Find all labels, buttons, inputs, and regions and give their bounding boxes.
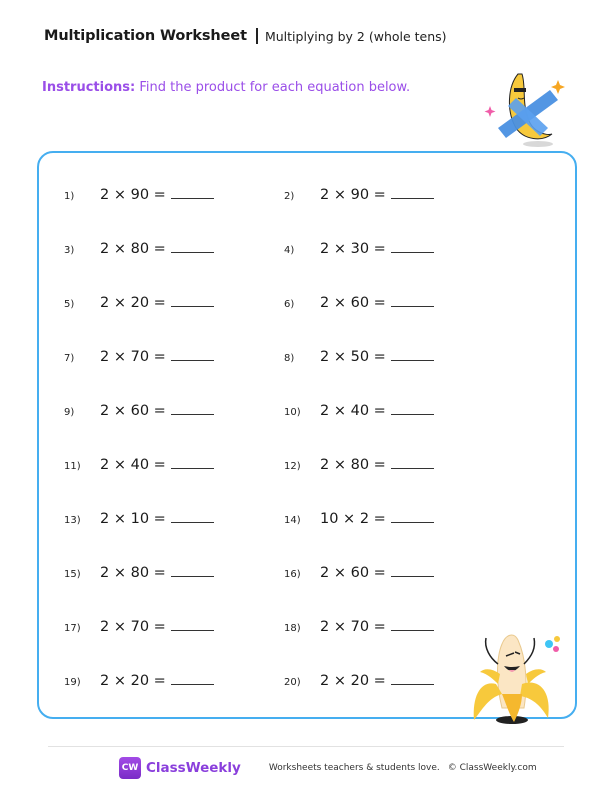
problem-number: 4) <box>284 245 295 256</box>
problem-item <box>64 673 214 689</box>
problem-equation: 2 × 20 = <box>320 673 386 689</box>
classweekly-logo-icon: CW <box>119 757 141 779</box>
answer-blank[interactable] <box>171 521 214 523</box>
peeled-banana-laughing-icon <box>462 624 566 726</box>
title-divider <box>256 28 258 44</box>
problem-equation: 2 × 90 = <box>320 187 386 203</box>
answer-blank[interactable] <box>171 413 214 415</box>
problem-equation: 2 × 70 = <box>320 619 386 635</box>
answer-blank[interactable] <box>391 251 434 253</box>
footer-copyright: © ClassWeekly.com <box>447 763 537 773</box>
problem-equation: 2 × 60 = <box>100 403 166 419</box>
problem-item <box>284 457 434 473</box>
problem-equation: 2 × 40 = <box>320 403 386 419</box>
instructions-text: Find the product for each equation below. <box>135 80 411 95</box>
problem-item <box>64 457 214 473</box>
problem-number: 11) <box>64 461 81 472</box>
answer-blank[interactable] <box>391 575 434 577</box>
banana-taped-icon <box>478 66 578 156</box>
problem-number: 17) <box>64 623 81 634</box>
instructions <box>42 80 410 95</box>
problem-equation: 2 × 60 = <box>320 295 386 311</box>
problem-number: 1) <box>64 191 75 202</box>
problem-item <box>284 241 434 257</box>
answer-blank[interactable] <box>171 359 214 361</box>
answer-blank[interactable] <box>391 359 434 361</box>
instructions-label: Instructions: <box>42 80 136 95</box>
answer-blank[interactable] <box>391 467 434 469</box>
problem-equation: 2 × 20 = <box>100 295 166 311</box>
footer-tagline: Worksheets teachers & students love. <box>268 763 440 773</box>
problem-equation: 2 × 70 = <box>100 619 166 635</box>
footer <box>119 757 537 779</box>
problem-item <box>284 619 434 635</box>
problem-number: 19) <box>64 677 81 688</box>
answer-blank[interactable] <box>391 683 434 685</box>
answer-blank[interactable] <box>171 575 214 577</box>
problem-equation: 2 × 70 = <box>100 349 166 365</box>
brand-name: ClassWeekly <box>146 760 241 776</box>
problem-item <box>284 403 434 419</box>
problem-item <box>64 403 214 419</box>
problem-number: 18) <box>284 623 301 634</box>
answer-blank[interactable] <box>171 251 214 253</box>
problem-number: 20) <box>284 677 301 688</box>
problem-number: 2) <box>284 191 295 202</box>
problem-item <box>284 349 434 365</box>
problem-item <box>64 511 214 527</box>
problem-equation: 2 × 60 = <box>320 565 386 581</box>
worksheet-subtitle: Multiplying by 2 (whole tens) <box>264 28 447 44</box>
problem-item <box>64 295 214 311</box>
problem-item <box>284 673 434 689</box>
problem-number: 9) <box>64 407 75 418</box>
answer-blank[interactable] <box>171 683 214 685</box>
problem-item <box>64 349 214 365</box>
answer-blank[interactable] <box>391 629 434 631</box>
problem-number: 14) <box>284 515 301 526</box>
problem-equation: 10 × 2 = <box>320 511 386 527</box>
problem-item <box>64 619 214 635</box>
problem-equation: 2 × 80 = <box>100 241 166 257</box>
answer-blank[interactable] <box>391 413 434 415</box>
problem-item <box>284 565 434 581</box>
problem-item <box>284 511 434 527</box>
problem-number: 15) <box>64 569 81 580</box>
problem-item <box>64 565 214 581</box>
problem-equation: 2 × 80 = <box>320 457 386 473</box>
problem-item <box>64 187 214 203</box>
worksheet-header <box>44 28 447 44</box>
footer-divider <box>48 746 564 747</box>
problem-item <box>284 295 434 311</box>
problem-number: 8) <box>284 353 295 364</box>
problem-number: 12) <box>284 461 301 472</box>
problem-equation: 2 × 90 = <box>100 187 166 203</box>
problem-equation: 2 × 40 = <box>100 457 166 473</box>
problem-equation: 2 × 20 = <box>100 673 166 689</box>
answer-blank[interactable] <box>391 521 434 523</box>
answer-blank[interactable] <box>171 197 214 199</box>
problem-number: 16) <box>284 569 301 580</box>
answer-blank[interactable] <box>171 629 214 631</box>
problem-item <box>64 241 214 257</box>
problem-number: 10) <box>284 407 301 418</box>
problem-number: 6) <box>284 299 295 310</box>
problem-equation: 2 × 10 = <box>100 511 166 527</box>
answer-blank[interactable] <box>171 467 214 469</box>
problem-number: 3) <box>64 245 75 256</box>
problem-equation: 2 × 80 = <box>100 565 166 581</box>
worksheet-title: Multiplication Worksheet <box>44 28 247 44</box>
problem-number: 13) <box>64 515 81 526</box>
problem-equation: 2 × 30 = <box>320 241 386 257</box>
problem-number: 7) <box>64 353 75 364</box>
answer-blank[interactable] <box>391 305 434 307</box>
answer-blank[interactable] <box>391 197 434 199</box>
problem-item <box>284 187 434 203</box>
problem-equation: 2 × 50 = <box>320 349 386 365</box>
answer-blank[interactable] <box>171 305 214 307</box>
problem-number: 5) <box>64 299 75 310</box>
